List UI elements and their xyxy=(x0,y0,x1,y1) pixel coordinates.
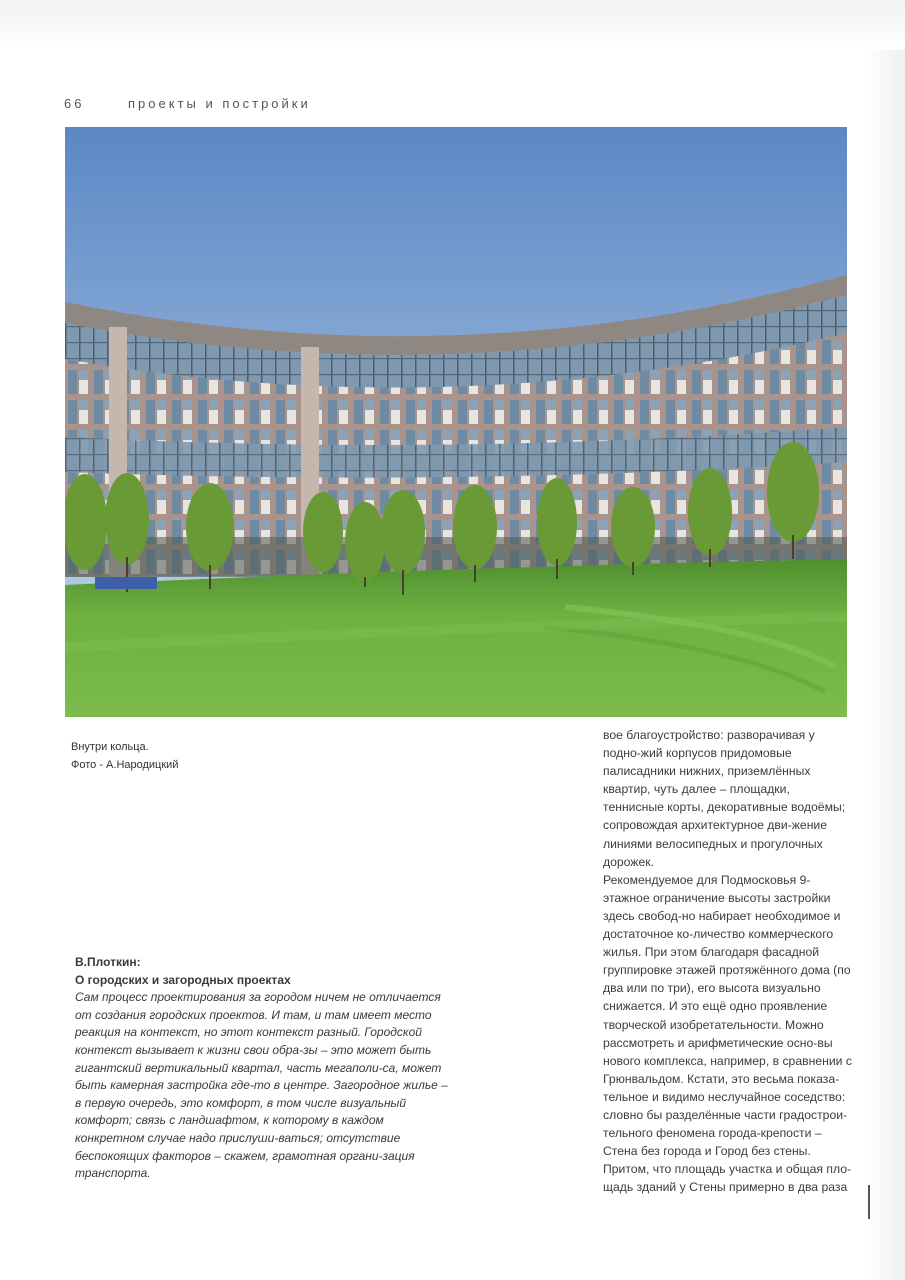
page-number: 66 xyxy=(64,96,85,111)
quote-author: В.Плоткин: xyxy=(75,955,141,969)
running-header xyxy=(64,96,311,111)
page-right-edge xyxy=(871,50,905,1280)
page-edge-mark xyxy=(868,1185,870,1219)
photo-caption xyxy=(71,738,178,774)
paragraph: Притом, что площадь участка и общая пло-щадь зданий у Стены примерно в два раза xyxy=(603,1162,852,1195)
quote-subtitle: О городских и загородных проектах xyxy=(75,972,291,987)
caption-credit: Фото - А.Народицкий xyxy=(71,759,179,771)
building-photo xyxy=(65,127,847,717)
paragraph: вое благоустройство: разворачивая у подно-жий корпусов придомовые палисадники нижних, приземлённых квартир, чуть далее – площадки, теннисные корты, декоративные водоёмы; сопровождая архитектурное дви-жение линиями велосипедных и прогулочных дорожек. xyxy=(603,728,846,869)
quote-block xyxy=(75,954,455,1183)
paragraph: Рекомендуемое для Подмосковья 9-этажное ограничение высоты застройки здесь свобод-но набирает необходимое и достаточное ко-личество коммерческого жилья. При этом благодаря фасадной группировке этажей протяжённого дома (по два или по три), его высота визуально снижается. И это ещё одно проявление творческой изобретательности. Можно рассмотреть и арифметические осно-вы нового комплекса, например, в сравнении с Грюнвальдом. Кстати, это весьма показа-тельное и видимо неслучайное соседство: словно бы разделённые части градострои-тельного феномена города-крепости – Стена без города и Город без стены. xyxy=(603,872,852,1159)
right-text-column xyxy=(603,726,853,1196)
caption-title: Внутри кольца. xyxy=(71,741,149,753)
section-title: проекты и постройки xyxy=(128,96,311,111)
building-photo-icon xyxy=(65,127,847,717)
scan-top-shadow xyxy=(0,0,905,50)
quote-body: Сам процесс проектирования за городом ничем не отличается от создания городских проектов. И там, и там имеет место реакция на контекст, но этот контекст разный. Городской контекст вызывает к жизни свои обра-зы – это может быть гигантский вертикальный квартал, часть мегаполи-са, может быть камерная застройка где-то в центре. Загородное жилье – в первую очередь, это комфорт, в том числе визуальный комфорт; связь с ландшафтом, к которому в каждом конкретном случае надо прислуши-ваться; отсутствие беспокоящих факторов – скажем, грамотная органи-зация транспорта. xyxy=(75,990,448,1181)
